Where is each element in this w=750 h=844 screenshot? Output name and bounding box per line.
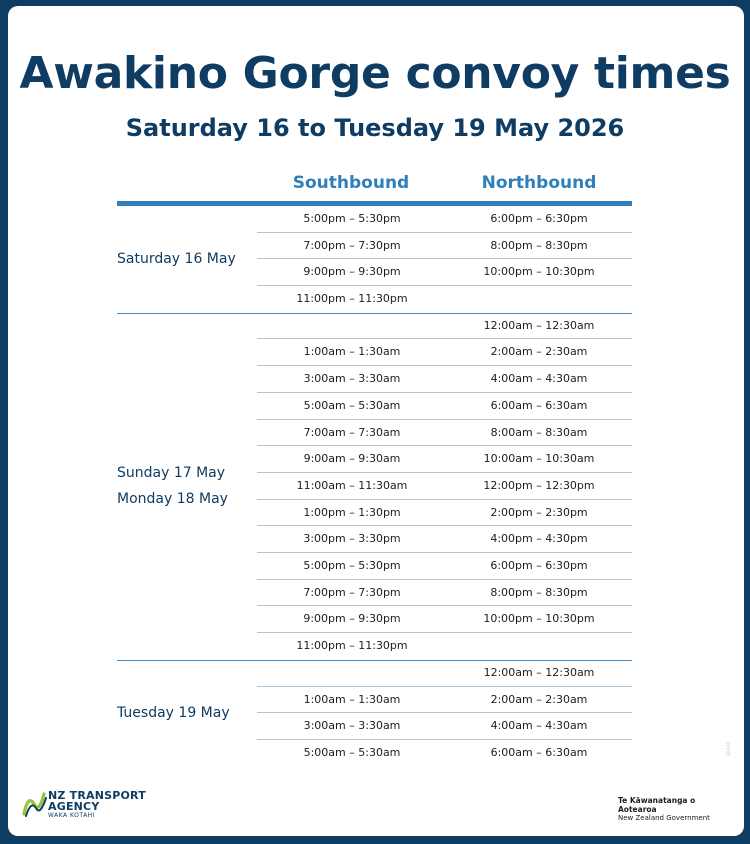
southbound-time: 3:00pm – 3:30pm — [303, 532, 401, 546]
northbound-time: 6:00am – 6:30am — [490, 398, 588, 412]
southbound-time: 9:00pm – 9:30pm — [303, 612, 401, 626]
northbound-time — [444, 286, 634, 313]
day-group — [117, 660, 632, 767]
southbound-time: 1:00am – 1:30am — [303, 345, 401, 359]
northbound-time: 8:00am – 8:30am — [490, 425, 588, 439]
time-row — [257, 420, 632, 447]
southbound-time: 5:00am – 5:30am — [303, 745, 401, 759]
northbound-time: 12:00pm – 12:30pm — [483, 478, 595, 492]
time-row — [257, 446, 632, 473]
southbound-time: 1:00pm – 1:30pm — [303, 505, 401, 519]
logo-line-1: NZ TRANSPORT — [48, 789, 146, 802]
northbound-time: 12:00am – 12:30am — [483, 665, 595, 679]
time-row — [257, 606, 632, 633]
southbound-time: 11:00pm – 11:30pm — [296, 639, 408, 653]
time-row — [257, 339, 632, 366]
time-row — [257, 313, 632, 340]
time-row — [257, 366, 632, 393]
time-row — [257, 473, 632, 500]
time-row — [257, 286, 632, 313]
southbound-time: 11:00am – 11:30am — [296, 478, 408, 492]
time-row — [257, 526, 632, 553]
northbound-time: 4:00am – 4:30am — [490, 719, 588, 733]
northbound-time: 10:00am – 10:30am — [483, 452, 595, 466]
southbound-time: 7:00am – 7:30am — [303, 425, 401, 439]
time-row — [257, 740, 632, 767]
gov-maori-name: Te Kāwanatanga o Aotearoa — [618, 796, 696, 814]
day-group — [117, 206, 632, 313]
southbound-time: 9:00am – 9:30am — [303, 452, 401, 466]
southbound-time — [257, 660, 447, 687]
northbound-time: 10:00pm – 10:30pm — [483, 265, 595, 279]
page-subtitle: Saturday 16 to Tuesday 19 May 2026 — [125, 114, 625, 142]
time-row — [257, 687, 632, 714]
southbound-time: 1:00am – 1:30am — [303, 692, 401, 706]
southbound-time: 7:00pm – 7:30pm — [303, 238, 401, 252]
northbound-time: 2:00am – 2:30am — [490, 692, 588, 706]
page-title: Awakino Gorge convoy times — [19, 48, 731, 99]
southbound-header: Southbound — [292, 173, 410, 193]
southbound-time: 3:00am – 3:30am — [303, 372, 401, 386]
southbound-time: 9:00pm – 9:30pm — [303, 265, 401, 279]
northbound-time: 2:00pm – 2:30pm — [490, 505, 588, 519]
southbound-time: 5:00pm – 5:30pm — [303, 559, 401, 573]
time-row — [257, 553, 632, 580]
day-label: Saturday 16 May — [117, 251, 236, 268]
northbound-time: 8:00pm – 8:30pm — [490, 238, 588, 252]
time-row — [257, 259, 632, 286]
time-row — [257, 660, 632, 687]
time-row — [257, 713, 632, 740]
northbound-time: 8:00pm – 8:30pm — [490, 585, 588, 599]
southbound-time: 11:00pm – 11:30pm — [296, 292, 408, 306]
northbound-time: 10:00pm – 10:30pm — [483, 612, 595, 626]
time-row — [257, 233, 632, 260]
time-row — [257, 500, 632, 527]
gov-english-name: New Zealand Government — [618, 814, 710, 822]
nzta-logo — [22, 788, 152, 822]
day-group — [117, 313, 632, 660]
southbound-time: 7:00pm – 7:30pm — [303, 585, 401, 599]
day-label: Sunday 17 May — [117, 465, 226, 482]
northbound-time: 4:00am – 4:30am — [490, 372, 588, 386]
northbound-time: 6:00am – 6:30am — [490, 745, 588, 759]
government-wordmark — [618, 796, 728, 823]
northbound-time — [444, 633, 634, 660]
northbound-time: 6:00pm – 6:30pm — [490, 212, 588, 225]
logo-subtitle: WAKA KOTAHI — [48, 812, 95, 819]
northbound-time: 2:00am – 2:30am — [490, 345, 588, 359]
northbound-header: Northbound — [481, 173, 597, 193]
day-label: Tuesday 19 May — [117, 705, 230, 722]
time-row — [257, 633, 632, 660]
northbound-time: 6:00pm – 6:30pm — [490, 559, 588, 573]
time-row — [257, 206, 632, 233]
document-reference: 26-107 — [726, 741, 731, 756]
northbound-time: 4:00pm – 4:30pm — [490, 532, 588, 546]
southbound-time: 5:00pm – 5:30pm — [303, 212, 401, 225]
nzta-logo-icon — [22, 790, 48, 820]
time-row — [257, 393, 632, 420]
northbound-time: 12:00am – 12:30am — [483, 318, 595, 332]
southbound-time — [257, 313, 447, 340]
southbound-time: 3:00am – 3:30am — [303, 719, 401, 733]
logo-line-2: AGENCY — [48, 800, 100, 813]
time-row — [257, 580, 632, 607]
day-label: Monday 18 May — [117, 491, 228, 508]
southbound-time: 5:00am – 5:30am — [303, 398, 401, 412]
